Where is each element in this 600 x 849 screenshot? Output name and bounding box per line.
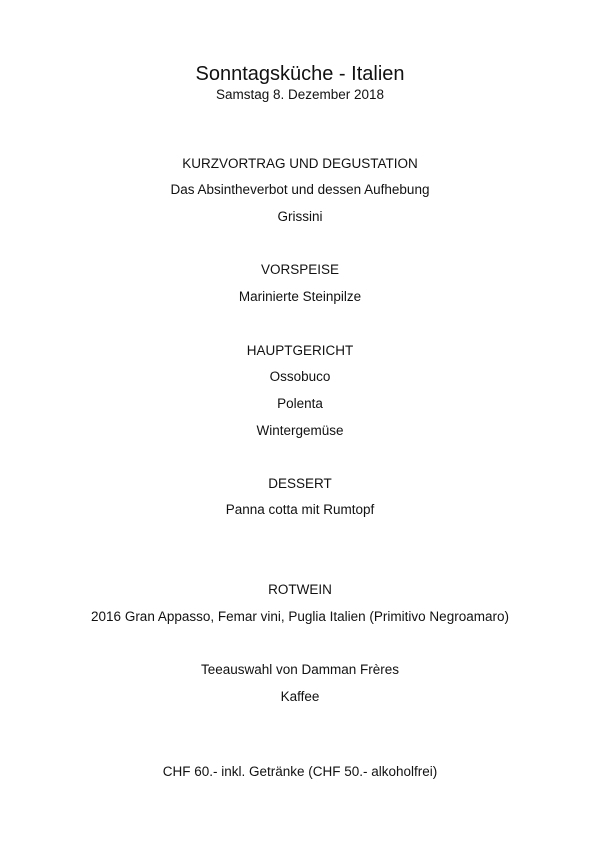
menu-item: Panna cotta mit Rumtopf — [225, 502, 375, 517]
drink-item: Kaffee — [280, 689, 320, 704]
drink-item: Teeauswahl von Damman Frères — [200, 662, 400, 677]
page-title: Sonntagsküche - Italien — [195, 63, 405, 85]
menu-item: Wintergemüse — [256, 423, 344, 438]
wine-item: 2016 Gran Appasso, Femar vini, Puglia Italien (Primitivo Negroamaro) — [91, 609, 509, 624]
menu-item: Das Absintheverbot und dessen Aufhebung — [170, 182, 430, 197]
price-note: CHF 60.- inkl. Getränke (CHF 50.- alkoholfrei) — [162, 764, 438, 779]
section-heading-degustation: KURZVORTRAG UND DEGUSTATION — [182, 156, 418, 171]
menu-item: Polenta — [277, 396, 323, 411]
section-heading-hauptgericht: HAUPTGERICHT — [246, 343, 354, 358]
menu-item: Grissini — [277, 209, 323, 224]
section-heading-vorspeise: VORSPEISE — [260, 262, 340, 277]
section-heading-rotwein: ROTWEIN — [268, 582, 332, 597]
menu-item: Ossobuco — [269, 369, 331, 384]
section-heading-dessert: DESSERT — [268, 476, 332, 491]
menu-item: Marinierte Steinpilze — [238, 289, 362, 304]
event-date: Samstag 8. Dezember 2018 — [215, 87, 385, 102]
